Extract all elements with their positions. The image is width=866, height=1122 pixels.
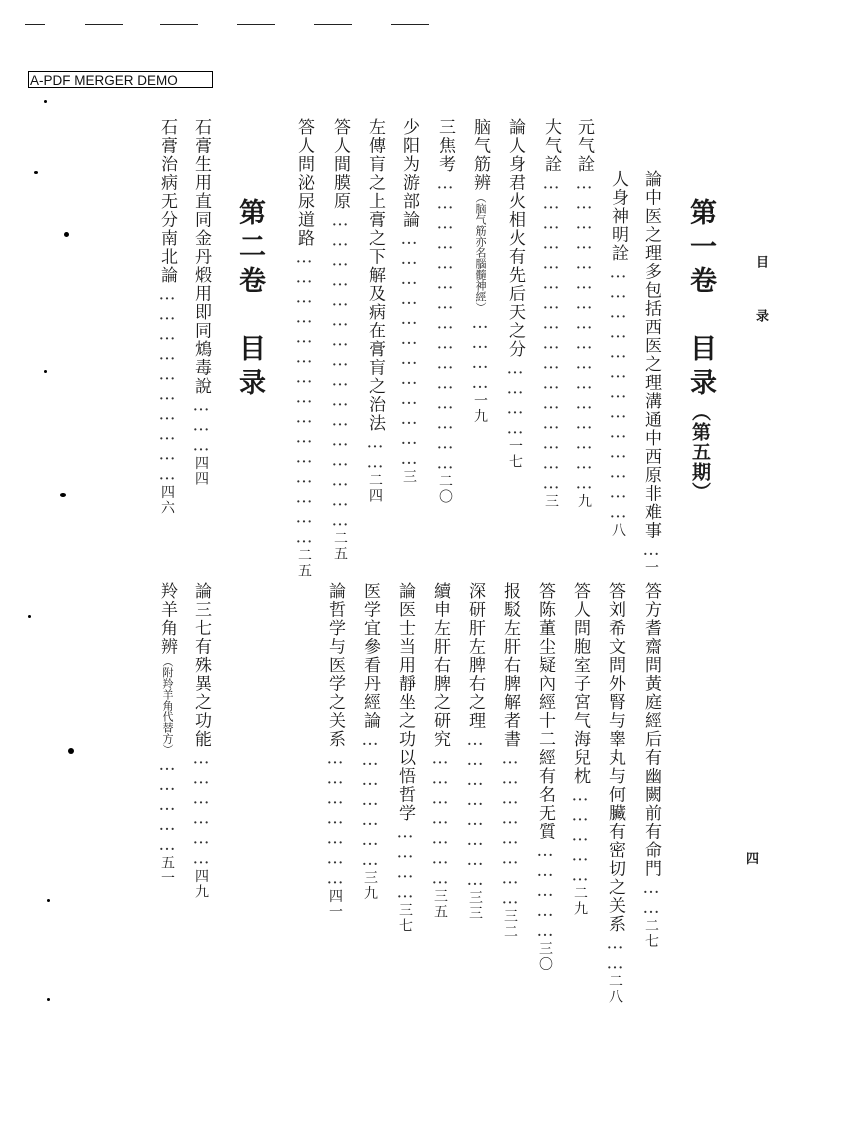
toc-entry-page: 三 [543,493,559,509]
toc-entry[interactable] [540,118,562,542]
leader-dots: … [641,540,661,560]
toc-entry-title: 脑气筋辨 [470,118,490,192]
toc-entry-title: 答人間膜原 [330,118,350,211]
leader-dots: ………………………………… [608,262,628,523]
leader-dots: ……………………………………… [435,173,455,474]
top-rule [237,24,275,25]
toc-entry-page: 二九 [572,885,588,917]
toc-entry-title: 答方耆齋問黃庭經后有幽闕前有命門 [641,582,661,878]
toc-entry[interactable] [569,582,591,1007]
toc-entry[interactable] [499,582,521,1007]
toc-entry[interactable] [607,170,629,542]
toc-entry-title: 答人問泌尿道路 [294,118,314,248]
toc-entry-title: 三焦考 [435,118,455,174]
scan-speck [47,998,50,1001]
toc-entry[interactable] [434,118,456,542]
scan-speck [34,171,38,174]
toc-entry[interactable] [359,582,381,1007]
scan-speck [60,493,66,497]
toc-entry-title: 左傳肓之上膏之下解及病在膏肓之治法 [365,118,385,433]
page-number: 四 [746,852,760,867]
toc-entry-title: 答刘希文問外腎与睾丸与何臟有密切之关系 [605,582,625,934]
top-rule [85,24,123,25]
toc-entry-page: 二七 [643,918,659,949]
leader-dots: …………………… [500,748,520,909]
toc-entry-page: 三二 [502,908,518,940]
leader-dots: ………… [505,358,525,439]
toc-entry-title: 报駁左肝右脾解者書 [500,582,520,749]
toc-entry[interactable] [293,118,315,579]
toc-entry-title: 医学宜參看丹經論 [360,582,380,730]
leader-dots: ………………………… [157,284,177,485]
toc-entry-title: 元气詮 [574,118,594,174]
toc-entry-page: 一 [643,560,659,576]
toc-entry[interactable] [364,118,386,542]
toc-entry-title: 論中医之理多包括西医之理溝通中西原非难事 [641,170,661,540]
toc-entry-title: 少阳为游部論 [399,118,419,229]
toc-entry-page: 二五 [332,530,348,562]
toc-entry[interactable] [504,118,526,542]
toc-entry[interactable] [156,582,178,1007]
toc-entry[interactable] [573,118,595,542]
toc-entry-page: 二〇 [437,473,453,505]
toc-entry[interactable] [640,582,662,1007]
toc-entry-title: 大气詮 [541,118,561,174]
scan-speck [47,899,50,902]
toc-entry-title: 論哲学与医学之关系 [325,582,345,749]
toc-entry[interactable] [190,582,212,1007]
leader-dots: …………… [570,785,590,886]
toc-entry-note: （脑气筋亦名腦髓神經） [474,192,487,313]
toc-entry-title: 續申左肝右脾之研究 [430,582,450,749]
toc-entry[interactable] [398,118,420,542]
toc-entry-title: 論三七有殊異之功能 [191,582,211,749]
toc-entry-note: （附羚羊角代替方） [161,656,174,755]
volume2-title: 第二卷 目录 [234,198,265,402]
toc-entry-page: 三三 [467,890,483,921]
running-header: 目 录 [753,255,768,336]
leader-dots: …………………… [465,730,485,890]
leader-dots: ………………… [430,748,450,889]
leader-dots: …… [641,878,661,918]
toc-entry-title: 石膏生用直同金丹煅用即同鴆毒說 [191,118,211,396]
toc-entry-page: 三 [401,469,417,485]
toc-entry-page: 五一 [159,855,175,886]
toc-entry-page: 八 [610,522,626,538]
toc-entry-title: 羚羊角辨 [157,582,177,656]
toc-entry-page: 二五 [296,547,312,579]
toc-entry[interactable] [604,582,626,1007]
toc-entry-title: 人身神明詮 [608,170,628,263]
toc-entry[interactable] [429,582,451,1007]
toc-entry[interactable] [329,118,351,562]
leader-dots: …………… [157,755,177,855]
toc-entry-title: 答陈董尘疑內經十二經有名无質 [535,582,555,841]
top-rule [160,24,198,25]
toc-entry-page: 三〇 [537,941,553,972]
leader-dots: ………… [470,313,490,393]
toc-entry-page: 二八 [607,973,623,1005]
top-rule [391,24,429,25]
leader-dots: …………… [535,841,555,941]
toc-entry-page: 三五 [432,888,448,920]
toc-entry-page: 三九 [362,870,378,901]
toc-entry-title: 深研肝左脾右之理 [465,582,485,730]
watermark-label: A-PDF MERGER DEMO [28,71,213,88]
leader-dots: ……………………………… [399,229,419,469]
toc-entry-page: 一九 [472,393,488,424]
scan-speck [28,615,31,618]
top-rule [25,24,45,25]
leader-dots: …… [605,933,625,974]
leader-dots: …… [365,432,385,473]
toc-entry[interactable] [534,582,556,1007]
volume1-title: 第一卷 目录 [685,198,716,402]
leader-dots: ………… [395,822,415,903]
top-rule [314,24,352,25]
leader-dots: ……… [191,395,211,456]
leader-dots: ………………………………………… [574,173,594,494]
toc-entry-page: 二四 [367,472,383,504]
volume1-period: （第五期） [689,402,711,502]
toc-entry[interactable] [464,582,486,1007]
leader-dots: ……………………………………… [294,247,314,548]
toc-entry-page: 一七 [507,438,523,470]
toc-entry-page: 九 [576,493,592,509]
scan-speck [44,100,47,103]
leader-dots: ………………… [325,748,345,889]
toc-entry-page: 四一 [327,888,343,920]
toc-entry-title: 石膏治病无分南北論 [157,118,177,285]
toc-entry-page: 四九 [193,868,209,900]
scan-speck [44,370,47,373]
leader-dots: ………………… [360,730,380,870]
leader-dots: ………………………………………… [541,173,561,494]
toc-entry-page: 四四 [193,455,209,487]
toc-entry[interactable] [394,582,416,1007]
scan-speck [68,748,74,754]
toc-entry[interactable] [469,118,491,542]
toc-entry-page: 三七 [397,902,413,934]
toc-entry-title: 論人身君火相火有先后天之分 [505,118,525,359]
leader-dots: ………………………………………… [330,210,350,531]
toc-entry-page: 四六 [159,484,175,516]
toc-entry[interactable] [640,170,662,576]
toc-entry-title: 答人問胞室子宮气海兒枕 [570,582,590,786]
toc-entry[interactable] [324,582,346,1007]
toc-entry-title: 論医士当用靜坐之功以悟哲学 [395,582,415,823]
volume1-heading [683,198,717,502]
scan-speck [64,232,69,237]
leader-dots: ……………… [191,748,211,869]
toc-entry[interactable] [156,118,178,542]
toc-entry[interactable] [190,118,212,542]
